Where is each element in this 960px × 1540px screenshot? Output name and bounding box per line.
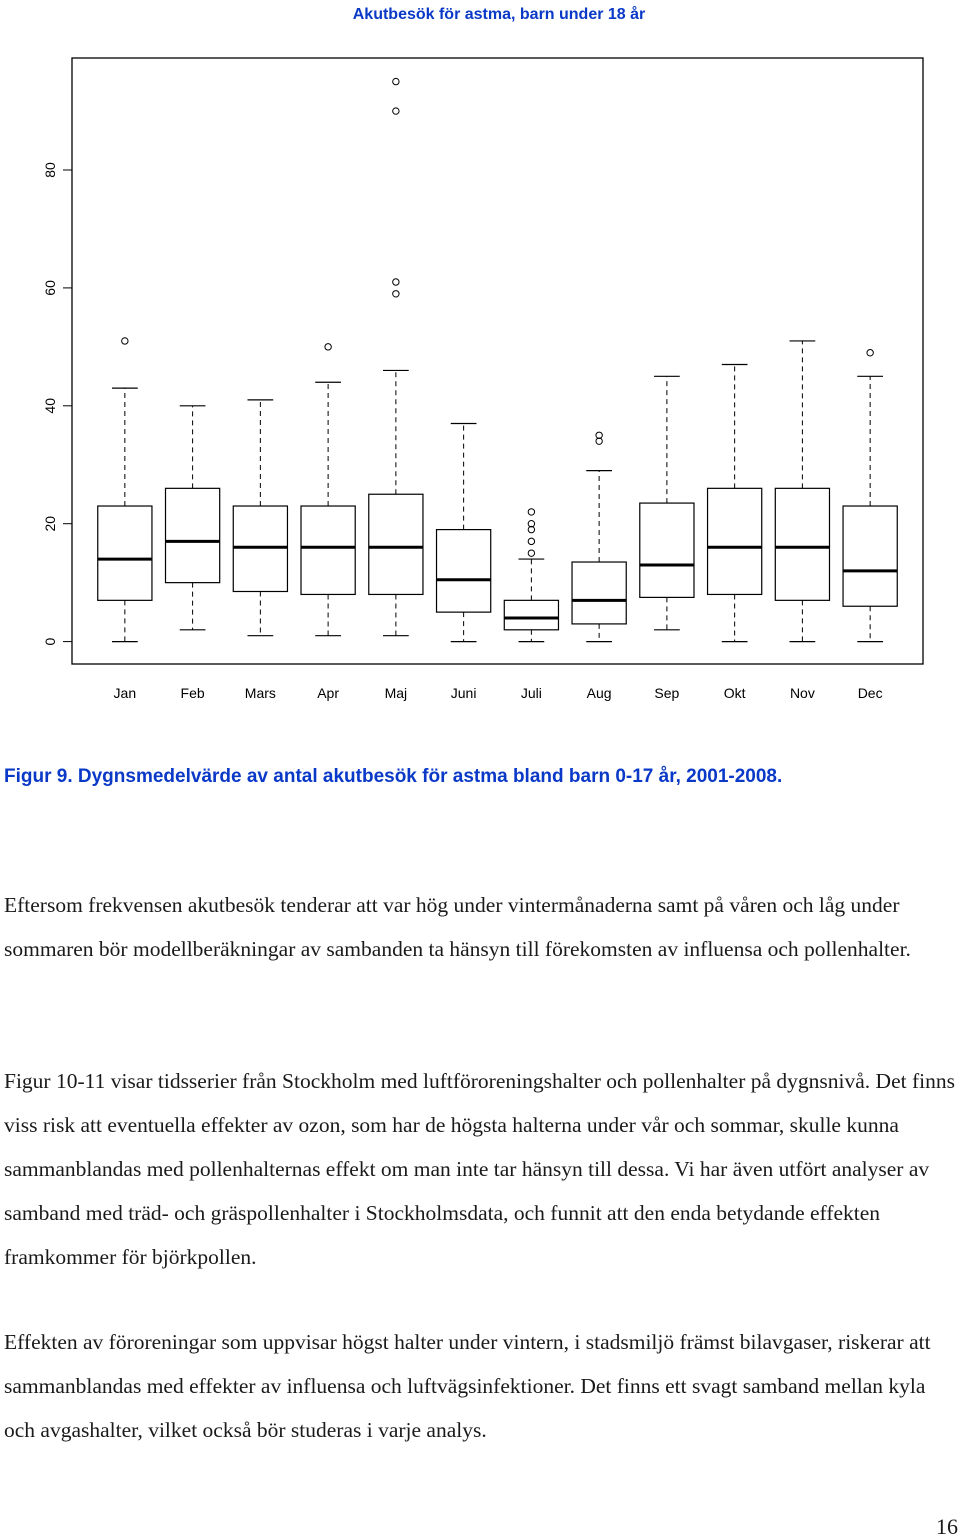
iqr-box: [504, 600, 558, 629]
box-mars: [233, 400, 287, 636]
outlier-point: [528, 550, 534, 556]
y-axis: [42, 162, 72, 645]
outlier-point: [867, 350, 873, 356]
chart-title: Akutbesök för astma, barn under 18 år: [352, 6, 646, 23]
x-tick-label: Feb: [180, 685, 205, 701]
boxes: [98, 78, 898, 641]
paragraph-1: Eftersom frekvensen akutbesök tenderar att var hög under vintermånaderna samt på våren och låg under sommaren bör modellberäkningar av sambanden ta hänsyn till förekomsten av influensa och pollenhalter.: [4, 893, 911, 961]
boxplot-chart: [0, 0, 960, 730]
outlier-point: [393, 291, 399, 297]
paragraph-2: Figur 10-11 visar tidsserier från Stockholm med luftföroreningshalter och pollenhalter på dygnsnivå. Det finns viss risk att eventuella effekter av ozon, som har de högsta halterna under vår och sommar, skulle kunna sammanblandas med pollenhalternas effekt om man inte tar hänsyn till dessa. Vi har även utfört analyser av samband med träd- och gräspollenhalter i Stockholmsdata, och funnit att den enda betydande effekten framkommer för björkpollen.: [4, 1069, 955, 1269]
outlier-point: [528, 538, 534, 544]
x-tick-label: Dec: [857, 685, 883, 701]
x-tick-label: Jan: [113, 685, 137, 701]
iqr-box: [843, 506, 897, 606]
box-sep: [640, 376, 694, 629]
y-tick-label: 60: [42, 280, 58, 296]
y-tick-label: 20: [42, 515, 58, 532]
box-okt: [708, 365, 762, 642]
box-dec: [843, 350, 897, 642]
box-aug: [572, 432, 626, 642]
y-tick-label: 0: [42, 637, 58, 646]
iqr-box: [301, 506, 355, 594]
outlier-point: [528, 509, 534, 515]
x-tick-label: Okt: [723, 685, 746, 701]
iqr-box: [437, 530, 491, 613]
paragraph-3: Effekten av föroreningar som uppvisar högst halter under vintern, i stadsmiljö främst bilavgaser, riskerar att sammanblandas med effekter av influensa och luftvägsinfektioner. Det finns ett svagt samband mellan kyla och avgashalter, vilket också bör studeras i varje analys.: [4, 1330, 931, 1442]
iqr-box: [708, 488, 762, 594]
iqr-box: [166, 488, 220, 582]
box-maj: [369, 78, 423, 635]
x-tick-label: Aug: [586, 685, 612, 701]
box-juni: [437, 423, 491, 641]
x-axis: [114, 685, 883, 701]
box-jan: [98, 338, 152, 642]
box-juli: [504, 509, 558, 642]
x-tick-label: Nov: [789, 685, 815, 701]
figure-caption: Figur 9. Dygnsmedelvärde av antal akutbesök för astma bland barn 0-17 år, 2001-2008.: [4, 766, 783, 787]
box-feb: [166, 406, 220, 630]
page-number: 16: [936, 1514, 958, 1539]
iqr-box: [369, 494, 423, 594]
x-tick-label: Juli: [520, 685, 542, 701]
y-tick-label: 40: [42, 398, 58, 414]
x-tick-label: Juni: [450, 685, 477, 701]
outlier-point: [325, 344, 331, 350]
iqr-box: [98, 506, 152, 600]
x-tick-label: Sep: [654, 685, 680, 701]
outlier-point: [393, 108, 399, 114]
x-tick-label: Mars: [244, 685, 276, 701]
iqr-box: [775, 488, 829, 600]
x-tick-label: Apr: [317, 685, 340, 701]
x-tick-label: Maj: [384, 685, 408, 701]
box-apr: [301, 344, 355, 636]
iqr-box: [572, 562, 626, 624]
iqr-box: [640, 503, 694, 597]
outlier-point: [393, 279, 399, 285]
box-nov: [775, 341, 829, 642]
outlier-point: [393, 78, 399, 84]
outlier-point: [122, 338, 128, 344]
y-tick-label: 80: [42, 162, 58, 178]
